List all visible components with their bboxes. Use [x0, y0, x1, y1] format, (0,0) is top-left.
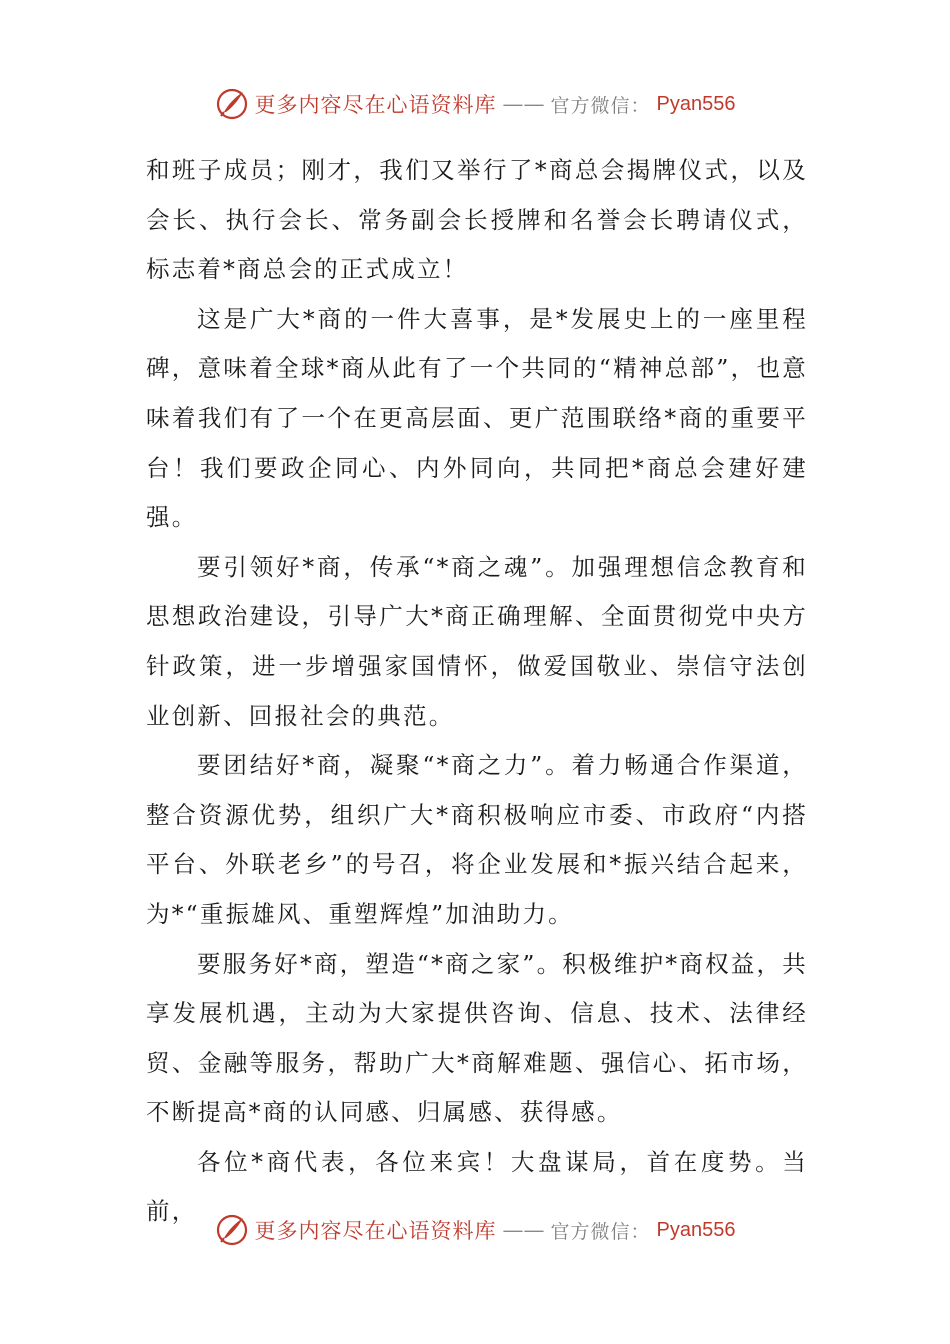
- paragraph-closing: 各位*商代表，各位来宾！大盘谋局，首在度势。当前，: [146, 1147, 808, 1226]
- watermark-main-text: 更多内容尽在心语资料库: [254, 1219, 497, 1243]
- pen-feather-logo-icon: [215, 87, 249, 121]
- watermark-dash: ——: [502, 1218, 545, 1242]
- footer-watermark: [0, 1210, 950, 1250]
- paragraph-continuation: 和班子成员；刚才，我们又举行了*商总会揭牌仪式，以及会长、执行会长、常务副会长授牌和名誉会长聘请仪式，标志着*商总会的正式成立！: [146, 156, 808, 284]
- watermark-sub-text: 官方微信：: [550, 1220, 651, 1243]
- watermark-wechat-id: Pyan556: [656, 1218, 736, 1241]
- watermark-wechat-id: Pyan556: [656, 92, 736, 115]
- pen-feather-logo-icon: [215, 1213, 249, 1247]
- paragraph-milestone: 这是广大*商的一件大喜事，是*发展史上的一座里程碑，意味着全球*商从此有了一个共同的“精神总部”，也意味着我们有了一个在更高层面、更广范围联络*商的重要平台！我们要政企同心、内外同向，共同把*商总会建好建强。: [146, 304, 808, 532]
- paragraph-lead: 要引领好*商，传承“*商之魂”。加强理想信念教育和思想政治建设，引导广大*商正确理解、全面贯彻党中央方针政策，进一步增强家国情怀，做爱国敬业、崇信守法创业创新、回报社会的典范。: [146, 552, 808, 730]
- paragraph-unite: 要团结好*商，凝聚“*商之力”。着力畅通合作渠道，整合资源优势，组织广大*商积极响应市委、市政府“内搭平台、外联老乡”的号召，将企业发展和*振兴结合起来，为*“重振雄风、重塑辉煌”加油助力。: [146, 751, 808, 928]
- document-body: [146, 146, 808, 1237]
- watermark-sub-text: 官方微信：: [550, 94, 651, 117]
- header-watermark: [0, 84, 950, 124]
- watermark-dash: ——: [502, 92, 545, 116]
- paragraph-serve: 要服务好*商，塑造“*商之家”。积极维护*商权益，共享发展机遇，主动为大家提供咨询、信息、技术、法律经贸、金融等服务，帮助广大*商解难题、强信心、拓市场，不断提高*商的认同感、归属感、获得感。: [146, 949, 808, 1127]
- watermark-main-text: 更多内容尽在心语资料库: [254, 93, 497, 117]
